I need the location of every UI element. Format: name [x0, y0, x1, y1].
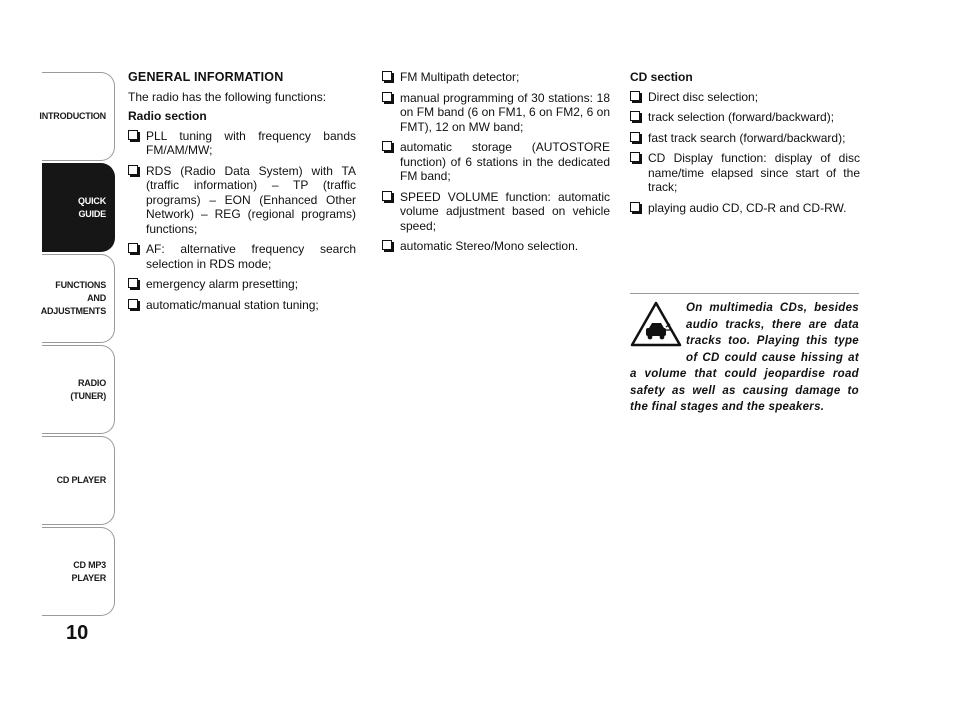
tab-quick-guide[interactable]: [42, 163, 115, 252]
checkbox-bullet-icon: [382, 240, 392, 250]
cd-section-heading: CD section: [630, 70, 693, 84]
checkbox-bullet-icon: [630, 152, 640, 162]
vehicle-warning-icon: [630, 301, 682, 347]
list-item: PLL tuning with frequency bands FM/AM/MW;: [128, 129, 356, 158]
radio-feature-list: [128, 129, 356, 313]
column-cd-section: [630, 70, 860, 221]
list-item: automatic storage (AUTOSTORE function) of 6 stations in the dedicated FM band;: [382, 140, 610, 184]
tab-cd-mp3-player[interactable]: [42, 527, 115, 616]
list-item: manual programming of 30 stations: 18 on FM band (6 on FM1, 6 on FM2, 6 on FMT), 12 on MW band;: [382, 91, 610, 135]
tab-introduction[interactable]: [39, 72, 115, 161]
checkbox-bullet-icon: [382, 141, 392, 151]
list-item: FM Multipath detector;: [382, 70, 610, 85]
list-item: playing audio CD, CD-R and CD-RW.: [630, 201, 860, 216]
list-item: automatic/manual station tuning;: [128, 298, 356, 313]
list-item: AF: alternative frequency search selection in RDS mode;: [128, 242, 356, 271]
checkbox-bullet-icon: [630, 91, 640, 101]
tab-cd-player[interactable]: [42, 436, 115, 525]
radio-feature-list-continued: [382, 70, 610, 254]
note-divider: [630, 293, 859, 294]
tab-label: FUNCTIONS AND ADJUSTMENTS: [40, 280, 106, 316]
column-general-information: [128, 70, 356, 318]
checkbox-bullet-icon: [630, 202, 640, 212]
warning-text: On multimedia CDs, besides audio tracks, there are data tracks too. Playing this type of CD could cause hissing at a volume that could jeopardise road safety as well as causing damage to the final stages and the speakers.: [630, 302, 859, 413]
checkbox-bullet-icon: [128, 243, 138, 253]
checkbox-bullet-icon: [128, 130, 138, 140]
checkbox-bullet-icon: [630, 111, 640, 121]
checkbox-bullet-icon: [128, 278, 138, 288]
list-item: Direct disc selection;: [630, 90, 860, 105]
cd-feature-list: [630, 90, 860, 216]
warning-note: [630, 293, 859, 416]
checkbox-bullet-icon: [630, 132, 640, 142]
list-item: track selection (forward/backward);: [630, 110, 860, 125]
tab-label: RADIO (TUNER): [70, 377, 106, 401]
list-item: SPEED VOLUME function: automatic volume adjustment based on vehicle speed;: [382, 190, 610, 234]
checkbox-bullet-icon: [128, 165, 138, 175]
checkbox-bullet-icon: [382, 71, 392, 81]
list-item: RDS (Radio Data System) with TA (traffic information) – TP (traffic programs) – EON (Enhanced Other Network) – REG (regional programs) functions;: [128, 164, 356, 237]
list-item: automatic Stereo/Mono selection.: [382, 239, 610, 254]
tab-functions-and-adjustments[interactable]: [42, 254, 115, 343]
checkbox-bullet-icon: [382, 191, 392, 201]
tab-label: QUICK GUIDE: [78, 195, 106, 219]
intro-text: The radio has the following functions:: [128, 89, 327, 104]
checkbox-bullet-icon: [128, 299, 138, 309]
section-heading: GENERAL INFORMATION: [128, 70, 284, 84]
tab-radio-tuner[interactable]: [42, 345, 115, 434]
list-item: fast track search (forward/backward);: [630, 131, 860, 146]
list-item: emergency alarm presetting;: [128, 277, 356, 292]
tab-label: CD PLAYER: [56, 475, 106, 485]
tab-label: CD MP3 PLAYER: [71, 559, 106, 583]
column-radio-features-continued: [382, 70, 610, 260]
tab-label: INTRODUCTION: [39, 111, 106, 121]
list-item: CD Display function: display of disc name/time elapsed since start of the track;: [630, 151, 860, 195]
checkbox-bullet-icon: [382, 92, 392, 102]
page-number: 10: [66, 622, 89, 644]
radio-section-heading: Radio section: [128, 109, 207, 123]
